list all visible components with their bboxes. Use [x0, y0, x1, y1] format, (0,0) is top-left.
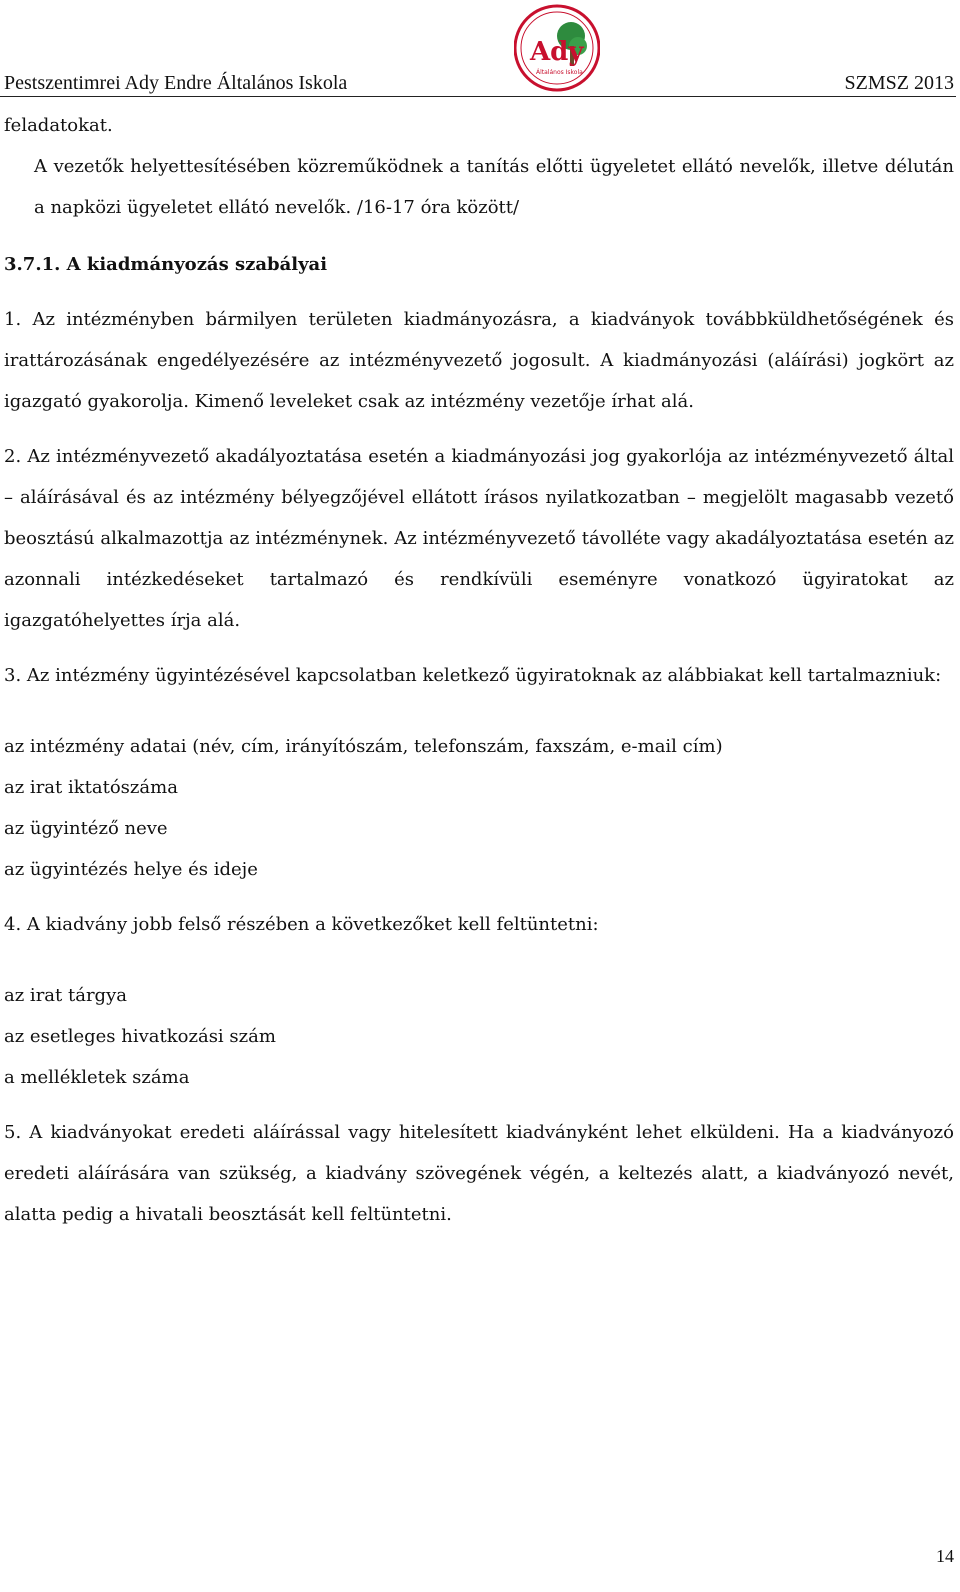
document-body [4, 105, 954, 1235]
list-3 [4, 726, 954, 890]
page-header [0, 0, 960, 100]
paragraph-3: 3. Az intézmény ügyintézésével kapcsolatban keletkező ügyiratoknak az alábbiakat kell tartalmazniuk: [4, 665, 942, 686]
header-divider [0, 96, 956, 97]
list-item: az ügyintézés helye és ideje [4, 859, 258, 880]
paragraph-continuation: feladatokat. [4, 115, 113, 136]
list-item: az esetleges hivatkozási szám [4, 1026, 276, 1047]
list-item: az irat tárgya [4, 985, 127, 1006]
svg-text:Ady: Ady [530, 37, 584, 67]
list-item: az irat iktatószáma [4, 777, 178, 798]
section-heading: 3.7.1. A kiadmányozás szabályai [4, 254, 328, 275]
list-item: a mellékletek száma [4, 1067, 190, 1088]
school-name: Pestszentimrei Ady Endre Általános Iskola [4, 72, 348, 94]
paragraph-1: 1. Az intézményben bármilyen területen kiadmányozásra, a kiadványok továbbküldhetőségének és irattározásának engedélyezésére az intézményvezető jogosult. A kiadmányozási (aláírási) jogkört az igazgató gyakorolja. Kimenő leveleket csak az intézmény vezetője írhat alá. [4, 309, 954, 412]
paragraph-deputies: A vezetők helyettesítésében közreműködnek a tanítás előtti ügyeletet ellátó nevelők, illetve délután a napközi ügyeletet ellátó nevelők. /16-17 óra között/ [34, 156, 954, 218]
svg-text:Általános Iskola: Általános Iskola [536, 69, 583, 76]
page-number: 14 [936, 1546, 954, 1566]
list-4 [4, 975, 954, 1098]
paragraph-5: 5. A kiadványokat eredeti aláírással vagy hitelesített kiadványként lehet elküldeni. Ha a kiadványozó eredeti aláírására van szükség, a kiadvány szövegének végén, a keltezés alatt, a kiadványozó nevét, alatta pedig a hivatali beosztását kell feltüntetni. [4, 1122, 954, 1225]
paragraph-4: 4. A kiadvány jobb felső részében a következőket kell feltüntetni: [4, 914, 599, 935]
document-code: SZMSZ 2013 [844, 72, 954, 94]
list-item: az intézmény adatai (név, cím, irányítószám, telefonszám, faxszám, e-mail cím) [4, 736, 723, 757]
school-logo-icon [514, 2, 600, 94]
paragraph-2: 2. Az intézményvezető akadályoztatása esetén a kiadmányozási jog gyakorlója az intézményvezető által – aláírásával és az intézmény bélyegzőjével ellátott írásos nyilatkozatban – megjelölt magasabb vezető beosztású alkalmazottja az intézménynek. Az intézményvezető távolléte vagy akadályoztatása esetén az azonnali intézkedéseket tartalmazó és rendkívüli eseményre vonatkozó ügyiratokat az igazgatóhelyettes írja alá. [4, 446, 954, 631]
list-item: az ügyintéző neve [4, 818, 168, 839]
